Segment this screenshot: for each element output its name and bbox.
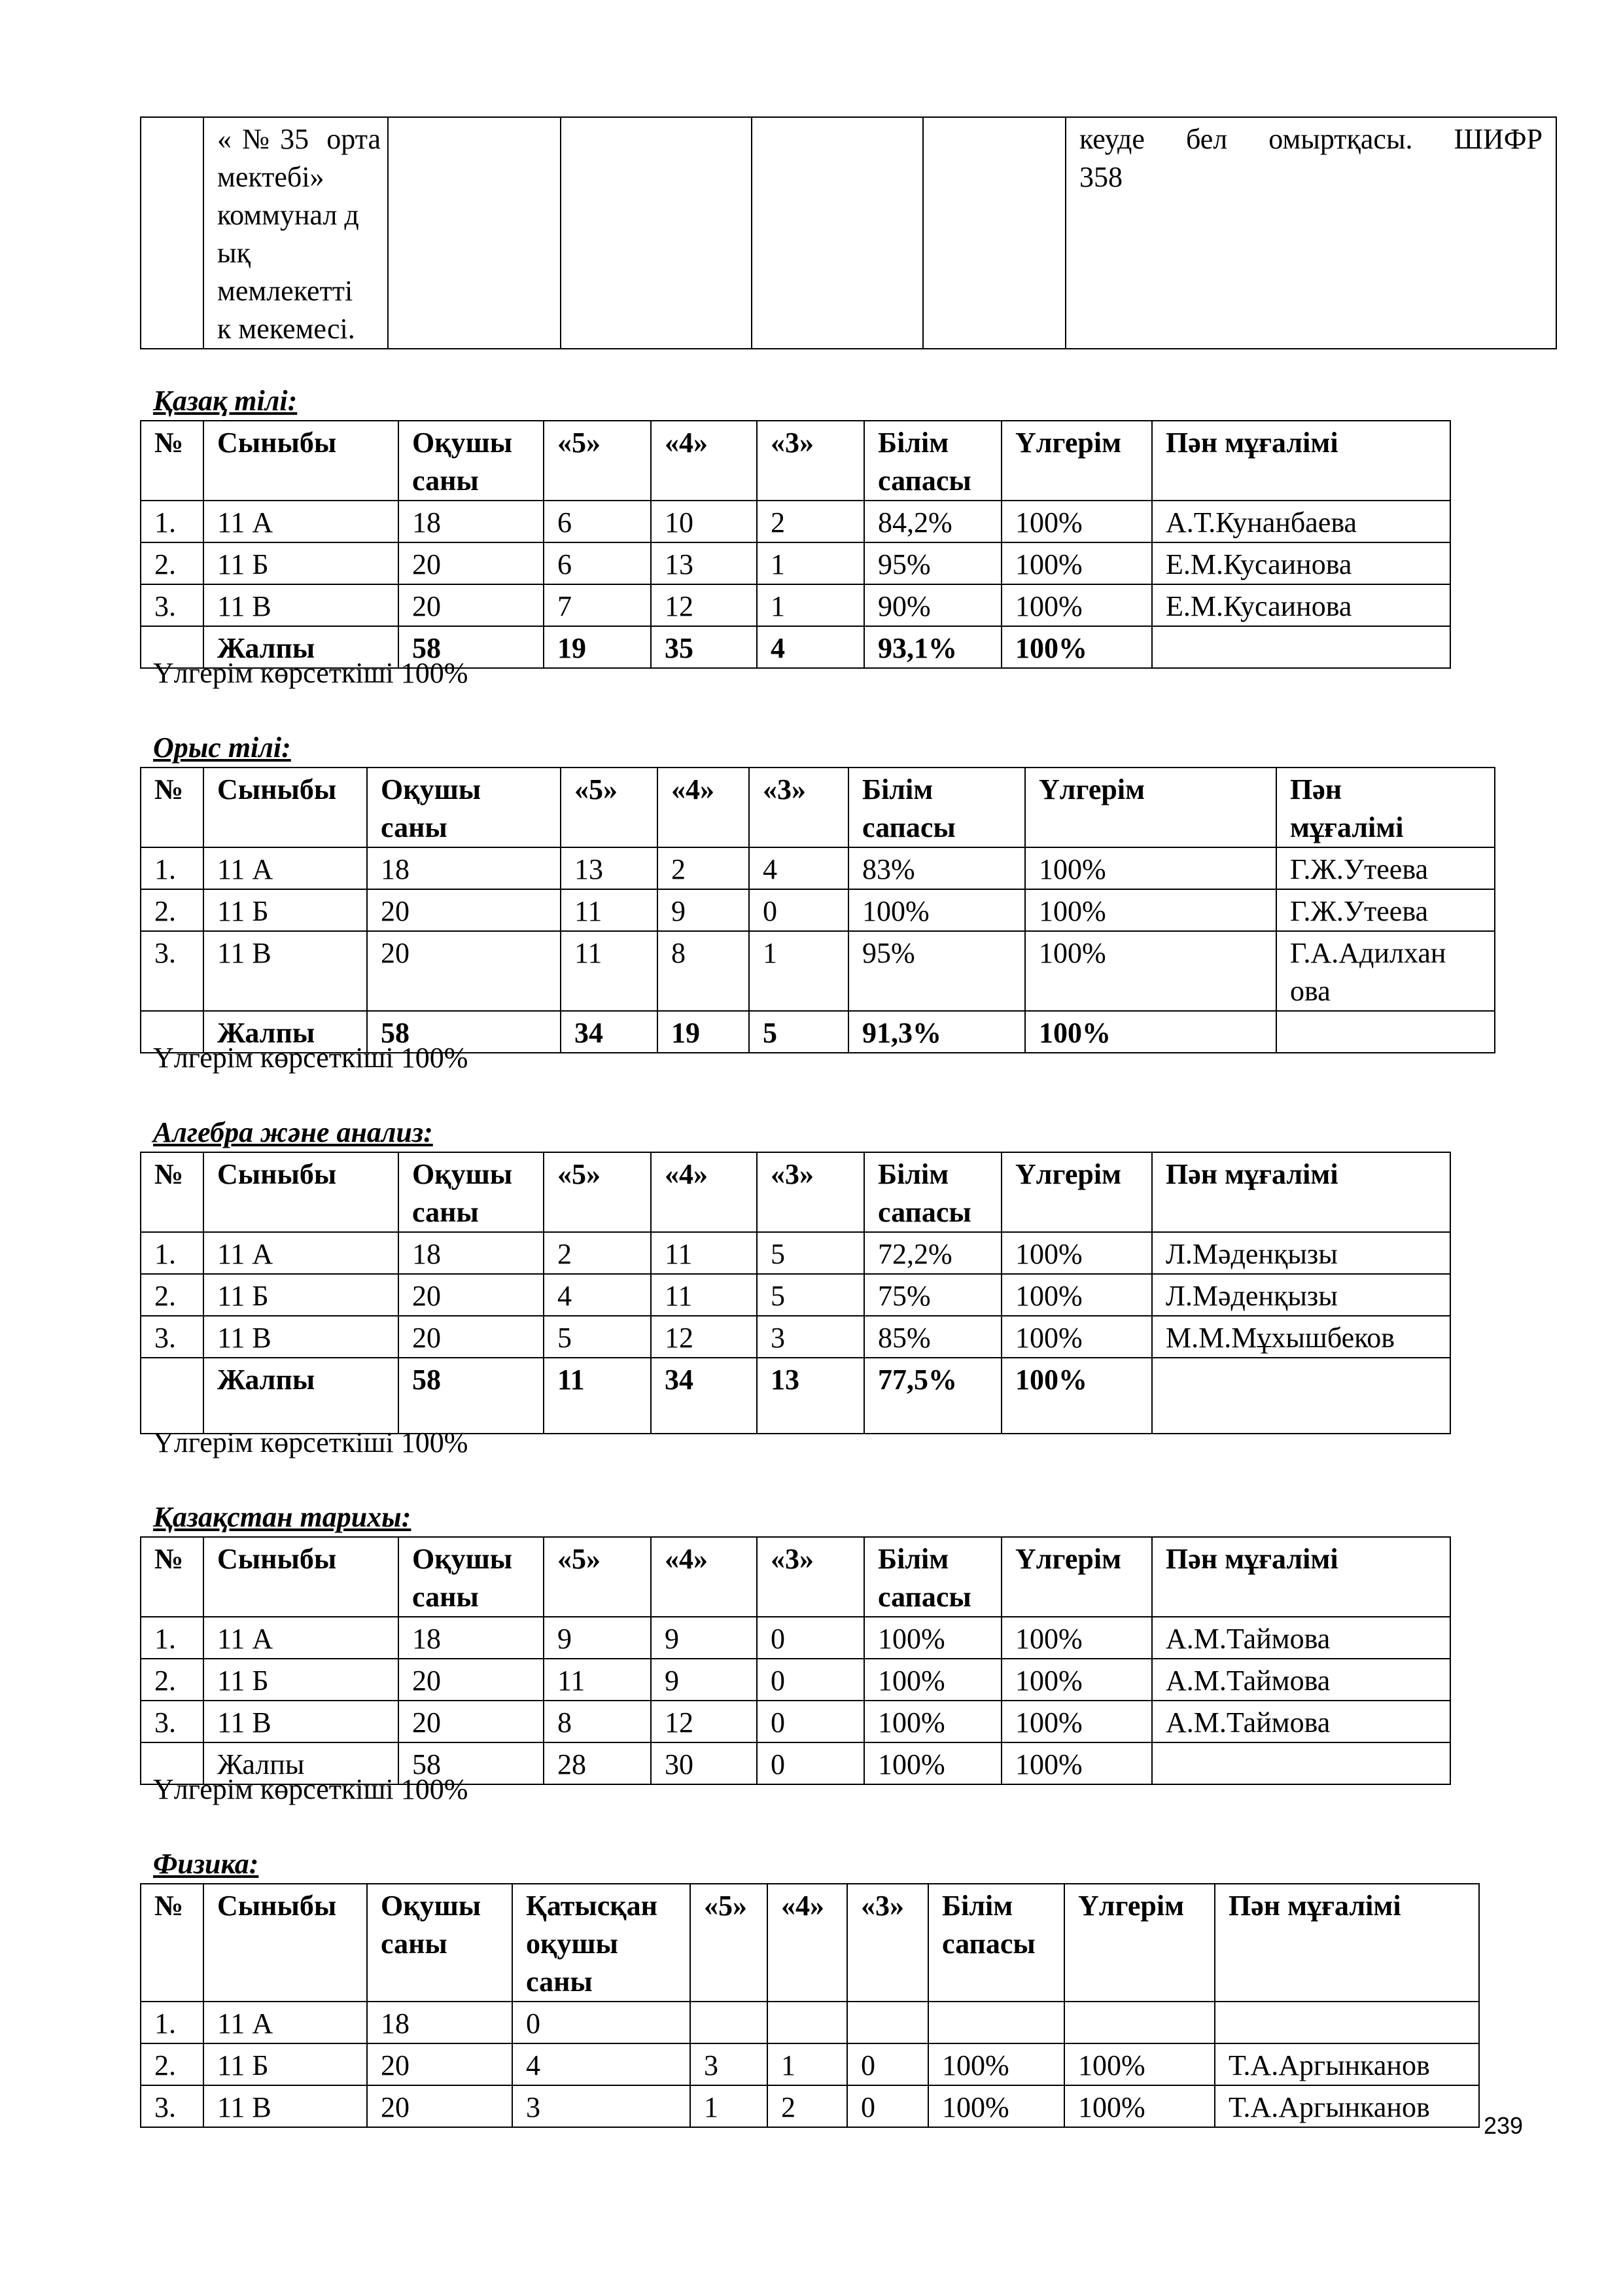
table-cell: № bbox=[141, 1537, 203, 1617]
table-cell: Т.А.Аргынканов bbox=[1215, 2043, 1479, 2085]
cell-text: сапасы bbox=[862, 811, 956, 843]
table-cell: 0 bbox=[847, 2043, 928, 2085]
table-cell: 11 В bbox=[203, 584, 398, 626]
table-cell: Жалпы bbox=[203, 1742, 398, 1784]
table-cell: «3» bbox=[757, 1537, 864, 1617]
table-cell bbox=[690, 2002, 767, 2043]
table-cell: «5» bbox=[690, 1884, 767, 2002]
table-cell bbox=[141, 1358, 203, 1434]
header-students bbox=[398, 421, 544, 501]
table-cell: Е.М.Кусаинова bbox=[1152, 584, 1450, 626]
table-row bbox=[141, 1232, 1450, 1274]
table-cell: 11 А bbox=[203, 847, 367, 889]
table-cell bbox=[398, 1152, 544, 1232]
table-cell: 13 bbox=[757, 1358, 864, 1434]
cell-text: Білім bbox=[862, 773, 934, 805]
table-cell: 11 Б bbox=[203, 1659, 398, 1701]
cell-text: Оқушы bbox=[412, 427, 513, 459]
cell-line: мектебі» bbox=[217, 161, 324, 193]
table-row bbox=[141, 1316, 1450, 1358]
table-cell: «4» bbox=[651, 1152, 757, 1232]
table-cell: 7 bbox=[544, 584, 651, 626]
cell-text: сапасы bbox=[942, 1928, 1036, 1960]
table-cell: 4 bbox=[512, 2043, 690, 2085]
table-cell bbox=[864, 1152, 1002, 1232]
table-cell: 100% bbox=[1002, 1701, 1152, 1742]
table-cell: 100% bbox=[864, 1701, 1002, 1742]
cell-line: 358 bbox=[1079, 161, 1123, 193]
table-cell: 85% bbox=[864, 1316, 1002, 1358]
table-cell: 34 bbox=[651, 1358, 757, 1434]
header-teacher: Пән мұғалімі bbox=[1152, 421, 1450, 501]
table-cell: 20 bbox=[398, 1274, 544, 1316]
table-cell: 18 bbox=[398, 1617, 544, 1659]
cell-text: мұғалімі bbox=[1290, 811, 1404, 843]
cell-line: «№35 орта bbox=[217, 123, 381, 155]
table-cell: 6 bbox=[544, 501, 651, 542]
table-cell: 91,3% bbox=[848, 1011, 1025, 1053]
cell-text: саны bbox=[412, 465, 479, 497]
table-cell: 11 bbox=[561, 931, 657, 1011]
table-cell bbox=[367, 768, 561, 847]
table-cell: 35 bbox=[651, 626, 757, 668]
table-cell: 4 bbox=[757, 626, 864, 668]
table-cell: Жалпы bbox=[203, 626, 398, 668]
table-cell: 11 bbox=[651, 1274, 757, 1316]
header-row bbox=[141, 768, 1495, 847]
table-cell bbox=[512, 1884, 690, 2002]
table-cell: 12 bbox=[651, 1316, 757, 1358]
table-row bbox=[141, 2043, 1479, 2085]
page-number: 239 bbox=[1484, 2112, 1524, 2139]
russian-table bbox=[140, 767, 1495, 1053]
table-cell: 3. bbox=[141, 2085, 203, 2127]
table-cell: 5 bbox=[749, 1011, 848, 1053]
table-cell: 100% bbox=[1025, 1011, 1276, 1053]
table-cell: 100% bbox=[1002, 542, 1152, 584]
cell-text: Оқушы bbox=[412, 1543, 513, 1575]
table-cell: Жалпы bbox=[203, 1011, 367, 1053]
table-cell bbox=[767, 2002, 847, 2043]
table-cell: 6 bbox=[544, 542, 651, 584]
table-cell bbox=[847, 2002, 928, 2043]
table-cell: 3. bbox=[141, 1316, 203, 1358]
cell-line: ық bbox=[217, 237, 251, 269]
table-cell: 100% bbox=[928, 2043, 1064, 2085]
table-cell: 11 Б bbox=[203, 889, 367, 931]
table-cell: 11 В bbox=[203, 1316, 398, 1358]
table-cell: 18 bbox=[398, 501, 544, 542]
table-cell: 4 bbox=[544, 1274, 651, 1316]
table-cell: 9 bbox=[544, 1617, 651, 1659]
table-cell: Г.А.Адилхан ова bbox=[1276, 931, 1495, 1011]
table-cell: 1 bbox=[690, 2085, 767, 2127]
table-cell: 58 bbox=[398, 1358, 544, 1434]
table-cell: 58 bbox=[398, 1742, 544, 1784]
table-cell: 19 bbox=[544, 626, 651, 668]
table-row bbox=[141, 542, 1450, 584]
table-cell: А.Т.Кунанбаева bbox=[1152, 501, 1450, 542]
table-cell: 95% bbox=[864, 542, 1002, 584]
header-progress: Үлгерім bbox=[1002, 421, 1152, 501]
section-title-history: Қазақстан тарихы: bbox=[153, 1501, 411, 1533]
table-cell: 100% bbox=[1025, 931, 1276, 1011]
algebra-table bbox=[140, 1152, 1451, 1434]
table-cell bbox=[1276, 1011, 1495, 1053]
table-cell: 100% bbox=[864, 1617, 1002, 1659]
table-cell: 4 bbox=[749, 847, 848, 889]
table-cell: 3 bbox=[512, 2085, 690, 2127]
table-cell: 100% bbox=[1064, 2085, 1215, 2127]
table-row bbox=[141, 889, 1495, 931]
table-cell bbox=[1215, 2002, 1479, 2043]
table-cell: Жалпы bbox=[203, 1358, 398, 1434]
table-cell: Е.М.Кусаинова bbox=[1152, 542, 1450, 584]
table-cell bbox=[141, 117, 203, 349]
cell-text: Оқушы bbox=[412, 1158, 513, 1190]
section-title-physics: Физика: bbox=[153, 1848, 259, 1880]
cell-text: саны bbox=[526, 1966, 593, 1998]
table-cell: 20 bbox=[398, 1316, 544, 1358]
table-cell: Пән мұғалімі bbox=[1152, 1537, 1450, 1617]
header-row bbox=[141, 1884, 1479, 2002]
table-cell: Т.А.Аргынканов bbox=[1215, 2085, 1479, 2127]
table-cell: 20 bbox=[398, 542, 544, 584]
cell-text: сапасы bbox=[878, 465, 971, 497]
table-cell: 1. bbox=[141, 2002, 203, 2043]
table-cell: 100% bbox=[1002, 626, 1152, 668]
header-row bbox=[141, 1537, 1450, 1617]
table-cell: 100% bbox=[848, 889, 1025, 931]
table-cell: «5» bbox=[544, 1537, 651, 1617]
table-cell: 58 bbox=[398, 626, 544, 668]
cell-text: Білім bbox=[878, 1158, 949, 1190]
cell-line: мемлекетті bbox=[217, 275, 353, 307]
table-cell: Сыныбы bbox=[203, 1152, 398, 1232]
cell-text: Оқушы bbox=[381, 773, 481, 805]
table-cell bbox=[923, 117, 1066, 349]
table-cell: 1 bbox=[749, 931, 848, 1011]
table-cell: 1 bbox=[757, 584, 864, 626]
table-cell: 11 В bbox=[203, 1701, 398, 1742]
header-grade5: «5» bbox=[544, 421, 651, 501]
table-cell bbox=[398, 1537, 544, 1617]
table-cell: 13 bbox=[651, 542, 757, 584]
cell-line: к мекемесі. bbox=[217, 313, 355, 345]
progress-note: Үлгерім көрсеткіші 100% bbox=[153, 1773, 468, 1805]
cell-text: саны bbox=[381, 811, 447, 843]
table-cell: 20 bbox=[367, 2043, 512, 2085]
table-row bbox=[141, 1274, 1450, 1316]
table-cell: Г.Ж.Утеева bbox=[1276, 847, 1495, 889]
table-cell: 1 bbox=[767, 2043, 847, 2085]
table-row bbox=[141, 501, 1450, 542]
table-cell: 20 bbox=[398, 1659, 544, 1701]
table-cell: 12 bbox=[651, 584, 757, 626]
table-cell: 11 Б bbox=[203, 1274, 398, 1316]
table-cell: 28 bbox=[544, 1742, 651, 1784]
table-cell bbox=[388, 117, 561, 349]
table-cell: 100% bbox=[1002, 1358, 1152, 1434]
cell-line: кеуде бел омыртқасы. ШИФР bbox=[1079, 123, 1543, 155]
cell-text: оқушы bbox=[526, 1928, 618, 1960]
table-cell: 11 bbox=[544, 1358, 651, 1434]
table-cell: 100% bbox=[1002, 1274, 1152, 1316]
section-title-kazakh: Қазақ тілі: bbox=[153, 385, 298, 417]
table-cell: Пән мұғалімі bbox=[1215, 1884, 1479, 2002]
table-cell: 100% bbox=[1002, 1316, 1152, 1358]
table-cell: 5 bbox=[544, 1316, 651, 1358]
table-cell: 11 А bbox=[203, 501, 398, 542]
cell-text: Оқушы bbox=[381, 1890, 481, 1922]
cell-text: сапасы bbox=[878, 1581, 971, 1613]
table-row bbox=[141, 1617, 1450, 1659]
table-cell: 18 bbox=[367, 2002, 512, 2043]
table-cell: 10 bbox=[651, 501, 757, 542]
table-cell: 95% bbox=[848, 931, 1025, 1011]
table-cell: 11 bbox=[651, 1232, 757, 1274]
table-cell bbox=[1152, 1742, 1450, 1784]
table-cell bbox=[928, 2002, 1064, 2043]
table-cell: 100% bbox=[1064, 2043, 1215, 2085]
table-cell: 11 А bbox=[203, 2002, 367, 2043]
table-cell bbox=[848, 768, 1025, 847]
table-cell: 8 bbox=[657, 931, 749, 1011]
cell-text: Білім bbox=[878, 427, 949, 459]
table-cell: «3» bbox=[847, 1884, 928, 2002]
table-cell: 75% bbox=[864, 1274, 1002, 1316]
cell-line: коммунал д bbox=[217, 199, 359, 231]
table-cell bbox=[203, 117, 388, 349]
table-cell: 83% bbox=[848, 847, 1025, 889]
table-cell bbox=[1152, 1358, 1450, 1434]
progress-note: Үлгерім көрсеткіші 100% bbox=[153, 1426, 468, 1458]
table-cell: 100% bbox=[928, 2085, 1064, 2127]
table-cell: 13 bbox=[561, 847, 657, 889]
table-cell: 100% bbox=[1025, 889, 1276, 931]
cell-text: Пән bbox=[1290, 773, 1342, 805]
table-cell: 3. bbox=[141, 584, 203, 626]
table-cell: А.М.Таймова bbox=[1152, 1659, 1450, 1701]
table-cell: Л.Мәденқызы bbox=[1152, 1274, 1450, 1316]
table-cell: 2 bbox=[657, 847, 749, 889]
header-num: № bbox=[141, 421, 203, 501]
table-cell bbox=[1066, 117, 1556, 349]
table-cell: 20 bbox=[367, 931, 561, 1011]
table-cell: 19 bbox=[657, 1011, 749, 1053]
table-cell: Үлгерім bbox=[1002, 1152, 1152, 1232]
table-cell bbox=[752, 117, 923, 349]
table-cell: 20 bbox=[398, 584, 544, 626]
header-grade4: «4» bbox=[651, 421, 757, 501]
cell-text: саны bbox=[412, 1581, 479, 1613]
progress-note: Үлгерім көрсеткіші 100% bbox=[153, 657, 468, 689]
total-row bbox=[141, 1358, 1450, 1434]
table-cell: 11 А bbox=[203, 1232, 398, 1274]
table-cell: 11 Б bbox=[203, 542, 398, 584]
table-cell: 1. bbox=[141, 501, 203, 542]
table-cell: 2. bbox=[141, 542, 203, 584]
table-cell: 0 bbox=[512, 2002, 690, 2043]
table-cell: 20 bbox=[367, 2085, 512, 2127]
cell-text: Білім bbox=[878, 1543, 949, 1575]
table-cell: № bbox=[141, 1884, 203, 2002]
cell-text: Қатысқан bbox=[526, 1890, 657, 1922]
table-cell: «4» bbox=[657, 768, 749, 847]
table-cell: 58 bbox=[367, 1011, 561, 1053]
table-cell: 3. bbox=[141, 931, 203, 1011]
table-cell: Пән мұғалімі bbox=[1152, 1152, 1450, 1232]
table-cell: 5 bbox=[757, 1232, 864, 1274]
table-cell bbox=[1152, 626, 1450, 668]
table-cell: 1. bbox=[141, 847, 203, 889]
table-cell: № bbox=[141, 1152, 203, 1232]
header-quality bbox=[864, 421, 1002, 501]
table-cell: 77,5% bbox=[864, 1358, 1002, 1434]
table-cell: 2 bbox=[767, 2085, 847, 2127]
table-cell: 0 bbox=[757, 1659, 864, 1701]
table-cell: 2 bbox=[544, 1232, 651, 1274]
table-cell: М.М.Мұхышбеков bbox=[1152, 1316, 1450, 1358]
table-cell: 20 bbox=[367, 889, 561, 931]
table-cell bbox=[928, 1884, 1064, 2002]
table-cell: 0 bbox=[847, 2085, 928, 2127]
table-cell: 5 bbox=[757, 1274, 864, 1316]
table-cell: 9 bbox=[651, 1617, 757, 1659]
table-cell: 100% bbox=[1002, 1742, 1152, 1784]
table-cell: 93,1% bbox=[864, 626, 1002, 668]
table-cell bbox=[1276, 768, 1495, 847]
header-row bbox=[141, 1152, 1450, 1232]
table-cell: 12 bbox=[651, 1701, 757, 1742]
cell-text: саны bbox=[381, 1928, 447, 1960]
table-cell: 0 bbox=[749, 889, 848, 931]
table-row bbox=[141, 1701, 1450, 1742]
table-cell: 11 bbox=[544, 1659, 651, 1701]
table-cell: 2. bbox=[141, 1274, 203, 1316]
table-cell: Сыныбы bbox=[203, 1884, 367, 2002]
table-cell: 34 bbox=[561, 1011, 657, 1053]
header-class: Сыныбы bbox=[203, 421, 398, 501]
table-cell: 18 bbox=[398, 1232, 544, 1274]
table-cell: «4» bbox=[651, 1537, 757, 1617]
table-row bbox=[141, 847, 1495, 889]
table-cell: 100% bbox=[1025, 847, 1276, 889]
table-cell: Л.Мәденқызы bbox=[1152, 1232, 1450, 1274]
table-cell: 0 bbox=[757, 1742, 864, 1784]
table-cell: 100% bbox=[1002, 584, 1152, 626]
table-cell: 3. bbox=[141, 1701, 203, 1742]
table-cell: 1. bbox=[141, 1232, 203, 1274]
cell-text: саны bbox=[412, 1196, 479, 1228]
table-cell: 72,2% bbox=[864, 1232, 1002, 1274]
table-cell: 100% bbox=[1002, 501, 1152, 542]
table-cell: 3 bbox=[690, 2043, 767, 2085]
cell-text: Білім bbox=[942, 1890, 1013, 1922]
table-row bbox=[141, 2085, 1479, 2127]
history-table bbox=[140, 1536, 1451, 1785]
table-cell: Сыныбы bbox=[203, 1537, 398, 1617]
table-cell: 9 bbox=[651, 1659, 757, 1701]
section-title-algebra: Алгебра және анализ: bbox=[153, 1116, 433, 1148]
table-cell: 100% bbox=[1002, 1232, 1152, 1274]
table-cell: Г.Ж.Утеева bbox=[1276, 889, 1495, 931]
table-cell: 11 bbox=[561, 889, 657, 931]
table-cell: 11 В bbox=[203, 931, 367, 1011]
table-cell: 11 Б bbox=[203, 2043, 367, 2085]
table-cell bbox=[864, 1537, 1002, 1617]
table-row bbox=[141, 931, 1495, 1011]
table-cell: 100% bbox=[1002, 1659, 1152, 1701]
table-cell: Сыныбы bbox=[203, 768, 367, 847]
progress-note: Үлгерім көрсеткіші 100% bbox=[153, 1042, 468, 1074]
table-cell: 84,2% bbox=[864, 501, 1002, 542]
table-cell: Үлгерім bbox=[1002, 1537, 1152, 1617]
table-cell: 18 bbox=[367, 847, 561, 889]
kazakh-table bbox=[140, 420, 1451, 669]
table-cell: 2. bbox=[141, 1659, 203, 1701]
table-cell: № bbox=[141, 768, 203, 847]
table-cell: 100% bbox=[1002, 1617, 1152, 1659]
table-cell: 0 bbox=[757, 1617, 864, 1659]
table-cell: 100% bbox=[864, 1742, 1002, 1784]
table-cell: 0 bbox=[757, 1701, 864, 1742]
table-cell bbox=[1064, 2002, 1215, 2043]
table-cell: 30 bbox=[651, 1742, 757, 1784]
table-cell bbox=[367, 1884, 512, 2002]
top-continuation-table bbox=[140, 116, 1557, 349]
physics-table bbox=[140, 1883, 1480, 2128]
table-row bbox=[141, 1659, 1450, 1701]
header-grade3: «3» bbox=[757, 421, 864, 501]
table-cell: «4» bbox=[767, 1884, 847, 2002]
table-cell: «5» bbox=[561, 768, 657, 847]
table-cell: Үлгерім bbox=[1064, 1884, 1215, 2002]
table-row bbox=[141, 2002, 1479, 2043]
table-cell: 1. bbox=[141, 1617, 203, 1659]
table-cell: 2. bbox=[141, 2043, 203, 2085]
section-title-russian: Орыс тілі: bbox=[153, 732, 291, 764]
table-cell: 11 А bbox=[203, 1617, 398, 1659]
table-cell: 2. bbox=[141, 889, 203, 931]
table-row bbox=[141, 584, 1450, 626]
table-cell: 90% bbox=[864, 584, 1002, 626]
table-cell: 8 bbox=[544, 1701, 651, 1742]
table-cell: 3 bbox=[757, 1316, 864, 1358]
table-cell: Үлгерім bbox=[1025, 768, 1276, 847]
table-cell: А.М.Таймова bbox=[1152, 1701, 1450, 1742]
table-cell: 1 bbox=[757, 542, 864, 584]
table-cell: 11 В bbox=[203, 2085, 367, 2127]
table-cell: «5» bbox=[544, 1152, 651, 1232]
table-cell: 9 bbox=[657, 889, 749, 931]
table-cell bbox=[561, 117, 752, 349]
table-cell: 100% bbox=[864, 1659, 1002, 1701]
table-cell: 20 bbox=[398, 1701, 544, 1742]
table-cell: «3» bbox=[757, 1152, 864, 1232]
table-cell: А.М.Таймова bbox=[1152, 1617, 1450, 1659]
table-cell: «3» bbox=[749, 768, 848, 847]
cell-text: сапасы bbox=[878, 1196, 971, 1228]
table-cell: 2 bbox=[757, 501, 864, 542]
header-row bbox=[141, 421, 1450, 501]
